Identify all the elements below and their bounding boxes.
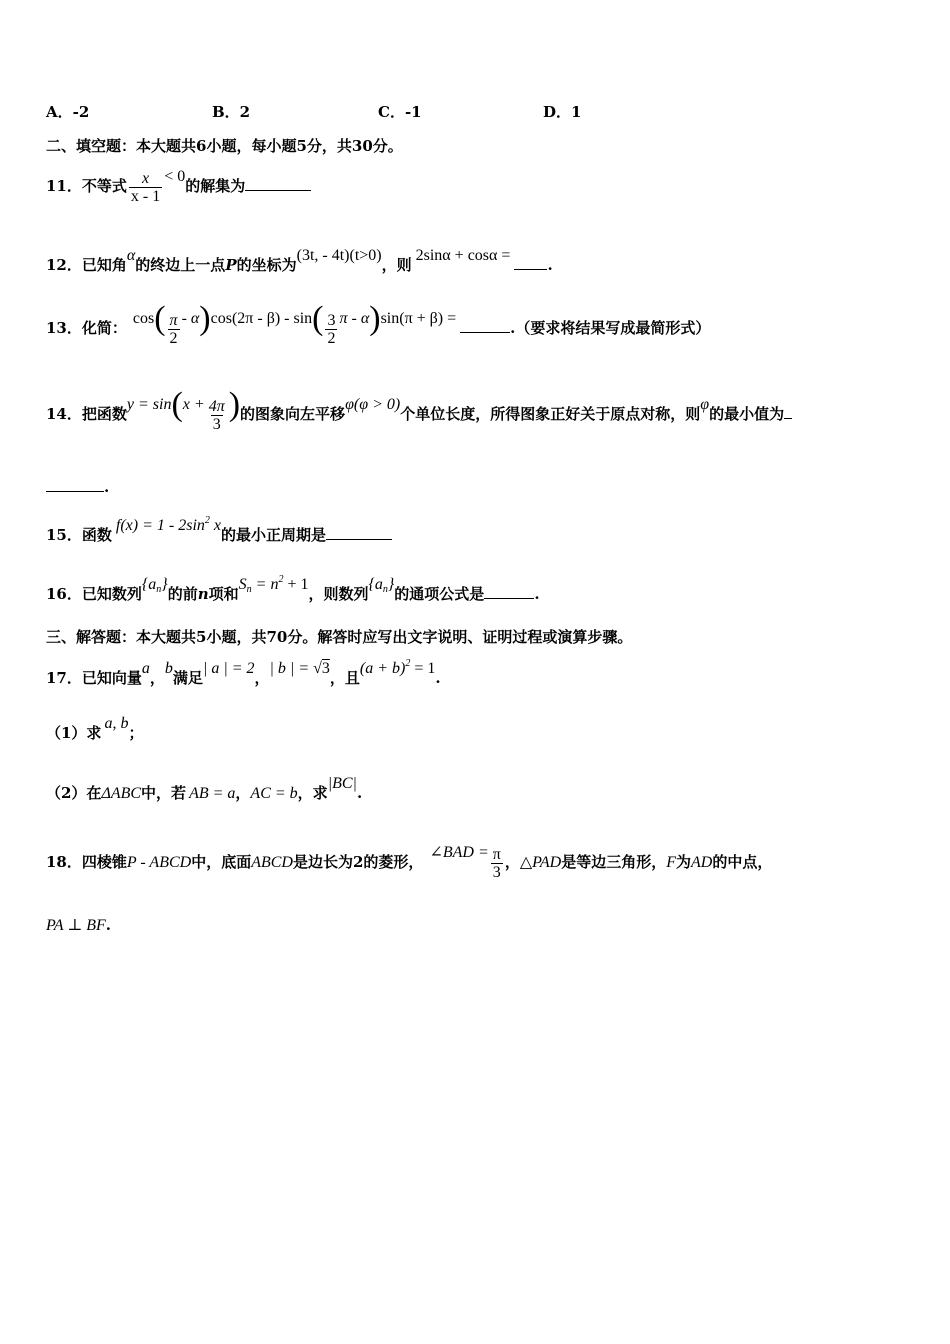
q14-text-4: 的最小值为 xyxy=(709,405,785,423)
q16-text-1: 已知数列 xyxy=(81,585,142,603)
q11-number: 11． xyxy=(46,177,82,195)
q17-cond-2a: | b | = √ xyxy=(269,660,322,677)
q14-text-3: 个单位长度，所得图象正好关于原点对称，则 xyxy=(400,405,701,423)
q17-text-2: 满足 xyxy=(172,669,203,687)
q17-comma-2: ， xyxy=(254,669,270,687)
q16-seq2-sub: n xyxy=(382,584,388,595)
q14-phi: φ xyxy=(345,396,354,413)
q17-cond-2 xyxy=(270,660,330,677)
q17-text-1: 已知向量 xyxy=(81,669,142,687)
q14-fraction xyxy=(207,398,227,433)
q18-text-6: 为 xyxy=(675,853,691,871)
q14-rparen: ) xyxy=(228,386,241,423)
q18-end: . xyxy=(105,916,112,934)
q16-sn-tail: + 1 xyxy=(283,576,309,593)
q12-coord: (3t, - 4t)(t>0) xyxy=(296,247,382,264)
q17-vector-a: a xyxy=(141,660,150,677)
section3-title: 三、解答题：本大题共5小题，共70分。解答时应写出文字说明、证明过程或演算步骤。 xyxy=(46,628,633,646)
q13-minus-alpha: - α xyxy=(181,310,200,327)
q17-cond-1: | a | = 2 xyxy=(202,660,255,677)
q13-tail: sin(π + β) = xyxy=(380,310,457,327)
q16-seq2-close: } xyxy=(387,576,395,593)
q17-cond-3a: (a + b) xyxy=(359,660,406,677)
q12-text-3: 的坐标为 xyxy=(236,256,297,274)
q12-alpha: α xyxy=(126,247,136,264)
q16-answer-blank xyxy=(484,584,534,599)
q14-text-1: 把函数 xyxy=(81,405,127,423)
q13-rparen-1: ) xyxy=(199,300,211,337)
q17-comma-1: ， xyxy=(149,669,165,687)
q16-sn-eq: = n xyxy=(251,576,279,593)
q16-end: . xyxy=(534,585,540,603)
q13-frac-1 xyxy=(168,312,180,347)
q17-cond-2b: 3 xyxy=(321,660,330,677)
q11-ineq: < 0 xyxy=(164,168,186,185)
q14-text-2: 的图象向左平移 xyxy=(240,405,346,423)
q18-triangle: △PAD xyxy=(519,854,562,871)
q16-seq2-open: {a xyxy=(368,576,383,593)
q12-answer-blank xyxy=(514,255,547,270)
q17-cond-3 xyxy=(360,660,435,677)
q16-seq-2 xyxy=(368,576,394,593)
q17-end: . xyxy=(435,669,441,687)
q15-var: x xyxy=(213,517,221,534)
q18-text-1: 四棱锥 xyxy=(81,853,127,871)
q18-fraction xyxy=(491,846,503,881)
q14-end: . xyxy=(104,478,110,496)
q16-seq-sub: n xyxy=(156,584,162,595)
q16-text-3: 项和 xyxy=(208,585,239,603)
q14-answer-blank-start xyxy=(784,404,792,419)
q18-angle: ∠BAD = xyxy=(429,844,489,861)
q18-text-3: 是边长为2的菱形， xyxy=(292,853,424,871)
q12-text-1: 已知角 xyxy=(81,256,127,274)
question-17 xyxy=(46,658,441,690)
q11-pre: 不等式 xyxy=(81,177,127,195)
q13-frac2-den: 2 xyxy=(327,329,336,347)
q18-pyramid: P - ABCD xyxy=(126,854,192,871)
q13-cos: cos xyxy=(132,310,155,327)
q14-number: 14． xyxy=(46,405,82,423)
section2-title: 二、填空题：本大题共6小题，每小题5分，共30分。 xyxy=(46,137,403,155)
q11-answer-blank xyxy=(245,176,311,191)
q12-expression: 2sinα + cosα = xyxy=(415,247,511,264)
q14-lparen: ( xyxy=(171,386,183,423)
q13-middle: cos(2π - β) - sin xyxy=(210,310,313,327)
q13-pi-minus-alpha: π - α xyxy=(339,310,370,327)
q12-text-2: 的终边上一点 xyxy=(135,256,226,274)
q17-2-comma: ， xyxy=(235,784,251,802)
q11-frac-num: x xyxy=(142,169,150,187)
q17-1-end: ； xyxy=(128,724,144,742)
q16-sn xyxy=(239,576,309,593)
q18-ad: AD xyxy=(691,854,713,871)
q13-rparen-2: ) xyxy=(369,300,381,337)
q17-2-text-1: 中，若 xyxy=(141,784,187,802)
question-17-part-2 xyxy=(46,775,363,805)
q16-text-5: 的通项公式是 xyxy=(394,585,485,603)
q17-2-ac: AC = b xyxy=(250,785,298,802)
question-11 xyxy=(46,166,311,207)
question-18-continued xyxy=(46,914,111,937)
q17-1-expr: a, b xyxy=(104,715,129,732)
q15-answer-blank xyxy=(326,525,392,540)
choice-c: C．-1 xyxy=(378,103,422,121)
choice-b: B．2 xyxy=(212,103,251,121)
q16-n: n xyxy=(197,585,209,603)
q14-x-plus: x + xyxy=(182,396,205,413)
choices-row xyxy=(46,101,646,123)
q16-seq-close: } xyxy=(161,576,168,593)
q11-fraction xyxy=(129,170,162,205)
question-18 xyxy=(46,842,772,883)
q16-text-2: 的前 xyxy=(167,585,198,603)
q15-sup: 2 xyxy=(204,515,210,526)
question-13 xyxy=(46,300,711,349)
q13-lparen-2: ( xyxy=(312,300,324,337)
q16-seq-1 xyxy=(142,576,168,593)
q13-frac1-num: π xyxy=(169,311,178,329)
q15-expression xyxy=(116,517,221,534)
q12-point-p: P xyxy=(225,256,237,274)
q16-seq-open: {a xyxy=(141,576,157,593)
q15-text-1: 函数 xyxy=(81,526,112,544)
q18-text-4: ， xyxy=(504,853,520,871)
q18-text-7: 的中点， xyxy=(712,853,773,871)
q12-end: . xyxy=(547,256,553,274)
q17-cond-3-tail: = 1 xyxy=(410,660,436,677)
q13-frac-2 xyxy=(325,312,337,347)
q16-sn-s: S xyxy=(238,576,247,593)
q17-2-text-2: ，求 xyxy=(297,784,328,802)
q11-post: 的解集为 xyxy=(185,177,246,195)
q12-text-4: ，则 xyxy=(381,256,412,274)
q15-text-2: 的最小正周期是 xyxy=(221,526,327,544)
q12-number: 12． xyxy=(46,256,82,274)
q13-lparen-1: ( xyxy=(154,300,166,337)
q17-cond-3-sup: 2 xyxy=(405,658,411,669)
q14-frac-den: 3 xyxy=(212,415,221,433)
q17-number: 17． xyxy=(46,669,82,687)
question-14 xyxy=(46,386,792,435)
q15-number: 15． xyxy=(46,526,82,544)
q13-end: .（要求将结果写成最简形式） xyxy=(510,319,711,337)
q17-2-bc: |BC| xyxy=(327,775,357,792)
q18-base: ABCD xyxy=(251,854,293,871)
q14-y-sin: y = sin xyxy=(126,396,172,413)
q14-answer-blank xyxy=(46,477,104,492)
q17-2-end: . xyxy=(356,784,363,802)
choice-d: D．1 xyxy=(543,103,582,121)
q18-text-2: 中，底面 xyxy=(191,853,252,871)
q13-answer-blank xyxy=(460,318,510,333)
q17-2-ab: AB = a xyxy=(189,785,236,802)
q16-text-4: ，则数列 xyxy=(308,585,369,603)
q17-1-label: （1）求 xyxy=(46,724,102,742)
q13-text-1: 化简： xyxy=(81,319,127,337)
choice-a: A．-2 xyxy=(46,103,90,121)
q18-frac-den: 3 xyxy=(492,863,501,881)
q17-2-label: （2）在 xyxy=(46,784,102,802)
q17-text-3: ，且 xyxy=(329,669,360,687)
question-17-part-1 xyxy=(46,715,144,745)
q15-expr: f(x) = 1 - 2sin xyxy=(115,517,205,534)
question-14-continued xyxy=(46,476,109,498)
q11-frac-den: x - 1 xyxy=(130,187,161,205)
q17-2-triangle: ΔABC xyxy=(101,785,142,802)
q18-number: 18． xyxy=(46,853,82,871)
q14-frac-num: 4π xyxy=(208,397,225,415)
q13-frac1-den: 2 xyxy=(169,329,178,347)
q17-vector-b: b xyxy=(164,660,173,677)
q18-perpendicular: PA ⊥ BF xyxy=(46,917,106,934)
q16-sn-sup: 2 xyxy=(278,574,284,585)
q16-number: 16． xyxy=(46,585,82,603)
q18-frac-num: π xyxy=(492,845,501,863)
q13-frac2-num: 3 xyxy=(327,311,336,329)
q14-condition: (φ > 0) xyxy=(353,396,401,413)
q18-point-f: F xyxy=(666,854,676,871)
q16-sn-sub: n xyxy=(246,584,252,595)
question-16 xyxy=(46,574,540,611)
question-12 xyxy=(46,247,553,277)
q18-text-5: 是等边三角形， xyxy=(561,853,667,871)
q14-phi-2: φ xyxy=(700,396,710,413)
question-15 xyxy=(46,515,392,547)
q13-number: 13． xyxy=(46,319,82,337)
